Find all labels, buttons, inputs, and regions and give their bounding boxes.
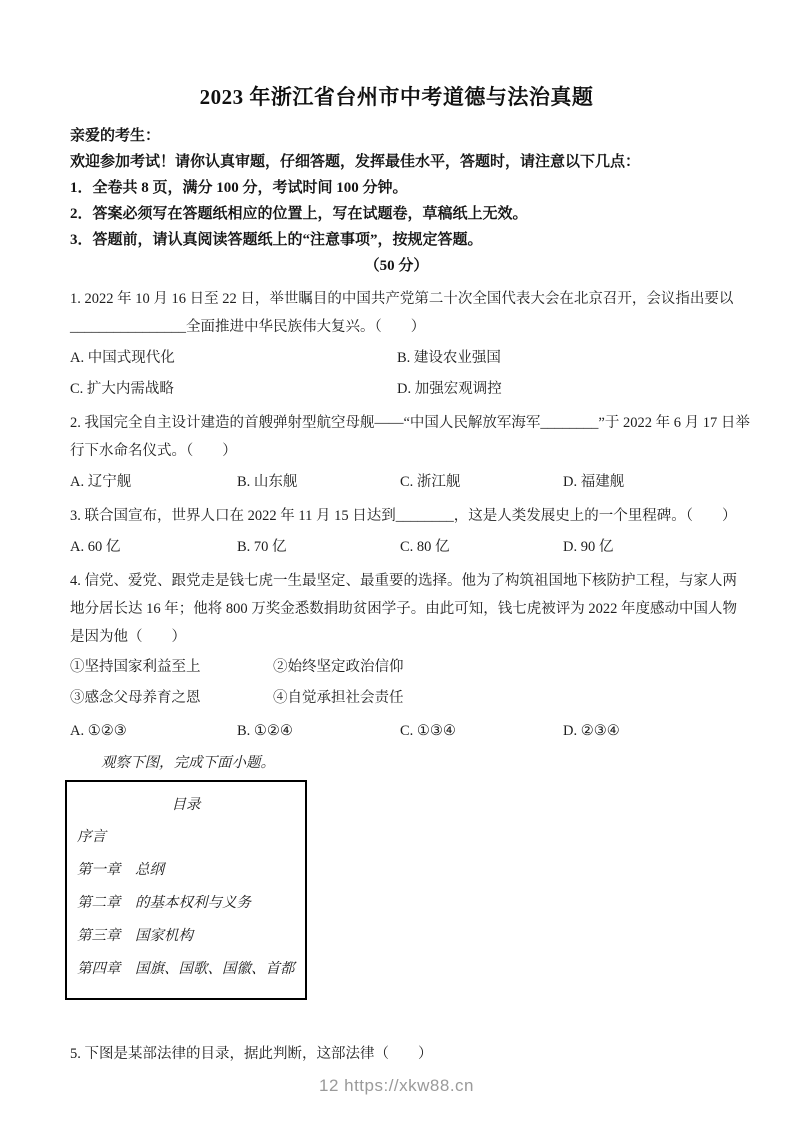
question-2-option-d: D. 福建舰 [563, 474, 625, 490]
question-3-option-c: C. 80 亿 [400, 539, 450, 555]
question-2-option-b: B. 山东舰 [237, 474, 298, 490]
section-score: （50 分） [364, 258, 429, 274]
question-4-sub-item-4: ④自觉承担社会责任 [273, 690, 404, 706]
observe-instruction: 观察下图，完成下面小题。 [101, 755, 275, 771]
welcome-line: 欢迎参加考试！请你认真审题，仔细答题，发挥最佳水平，答题时，请注意以下几点： [70, 154, 641, 170]
question-1-option-b: B. 建设农业强国 [397, 350, 501, 366]
footer-watermark: 12 https://xkw88.cn [318, 1076, 475, 1095]
question-4-sub-item-2: ②始终坚定政治信仰 [273, 659, 404, 675]
notice-line-3: 3．答题前，请认真阅读答题纸上的“注意事项”，按规定答题。 [70, 232, 483, 248]
contents-box-row-chapter-3: 第三章 国家机构 [77, 928, 193, 944]
question-4 [70, 567, 737, 747]
contents-box-row-chapter-1: 第一章 总纲 [77, 862, 164, 878]
question-4-options [70, 716, 723, 747]
question-3-option-a: A. 60 亿 [70, 539, 121, 555]
question-4-text-line-1: 4. 信党、爱党、跟党走是钱七虎一生最坚定、最重要的选择。他为了构筑祖国地下核防护工程，与家人两 [70, 573, 737, 589]
question-3 [70, 502, 737, 563]
question-2 [70, 409, 750, 498]
question-1 [70, 285, 734, 405]
contents-box-title: 目录 [171, 797, 201, 813]
contents-box-row-preface: 序言 [77, 829, 106, 845]
contents-box-row-chapter-2: 第二章 的基本权利与义务 [77, 895, 251, 911]
question-1-option-a: A. 中国式现代化 [70, 350, 175, 366]
question-4-option-b: B. ①②④ [237, 723, 293, 739]
question-1-text-line-2: ________________全面推进中华民族伟大复兴。（ ） [70, 319, 426, 335]
question-1-text-line-1: 1. 2022 年 10 月 16 日至 22 日，举世瞩目的中国共产党第二十次全国代表大会在北京召开，会议指出要以 [70, 291, 734, 307]
question-4-option-c: C. ①③④ [400, 723, 456, 739]
question-3-option-d: D. 90 亿 [563, 539, 614, 555]
contents-box-row-chapter-4: 第四章 国旗、国歌、国徽、首都 [77, 961, 295, 977]
page-title: 2023 年浙江省台州市中考道德与法治真题 [199, 85, 594, 109]
question-4-sub-items [70, 652, 723, 714]
question-2-option-a: A. 辽宁舰 [70, 474, 132, 490]
question-4-option-d: D. ②③④ [563, 723, 620, 739]
question-2-text-line-2: 行下水命名仪式。（ ） [70, 443, 237, 459]
notice-line-2: 2．答案必须写在答题纸相应的位置上，写在试题卷，草稿纸上无效。 [70, 206, 528, 222]
question-1-option-d: D. 加强宏观调控 [397, 381, 502, 397]
question-4-text-line-2: 地分居长达 16 年；他将 800 万奖金悉数捐助贫困学子。由此可知，钱七虎被评为 2022 年度感动中国人物 [70, 601, 737, 617]
question-4-sub-item-1: ①坚持国家利益至上 [70, 659, 201, 675]
question-5 [70, 1040, 723, 1068]
question-4-sub-item-3: ③感念父母养育之恩 [70, 690, 201, 706]
question-3-options [70, 532, 723, 563]
question-5-text-line-1: 5. 下图是某部法律的目录，据此判断，这部法律（ ） [70, 1046, 433, 1062]
question-1-option-c: C. 扩大内需战略 [70, 381, 174, 397]
question-4-option-a: A. ①②③ [70, 723, 127, 739]
question-3-text-line-1: 3. 联合国宣布，世界人口在 2022 年 11 月 15 日达到________，这是人类发展史上的一个里程碑。（ ） [70, 508, 737, 524]
law-contents-box [65, 780, 307, 1000]
question-2-options [70, 467, 723, 498]
notice-line-1: 1．全卷共 8 页，满分 100 分，考试时间 100 分钟。 [70, 180, 408, 196]
question-4-text-line-3: 是因为他（ ） [70, 629, 186, 645]
question-3-option-b: B. 70 亿 [237, 539, 287, 555]
question-1-options [70, 343, 723, 405]
question-2-option-c: C. 浙江舰 [400, 474, 461, 490]
greeting-line: 亲爱的考生： [70, 128, 161, 144]
question-2-text-line-1: 2. 我国完全自主设计建造的首艘弹射型航空母舰——“中国人民解放军海军________”于 2022 年 6 月 17 日举 [70, 415, 750, 431]
